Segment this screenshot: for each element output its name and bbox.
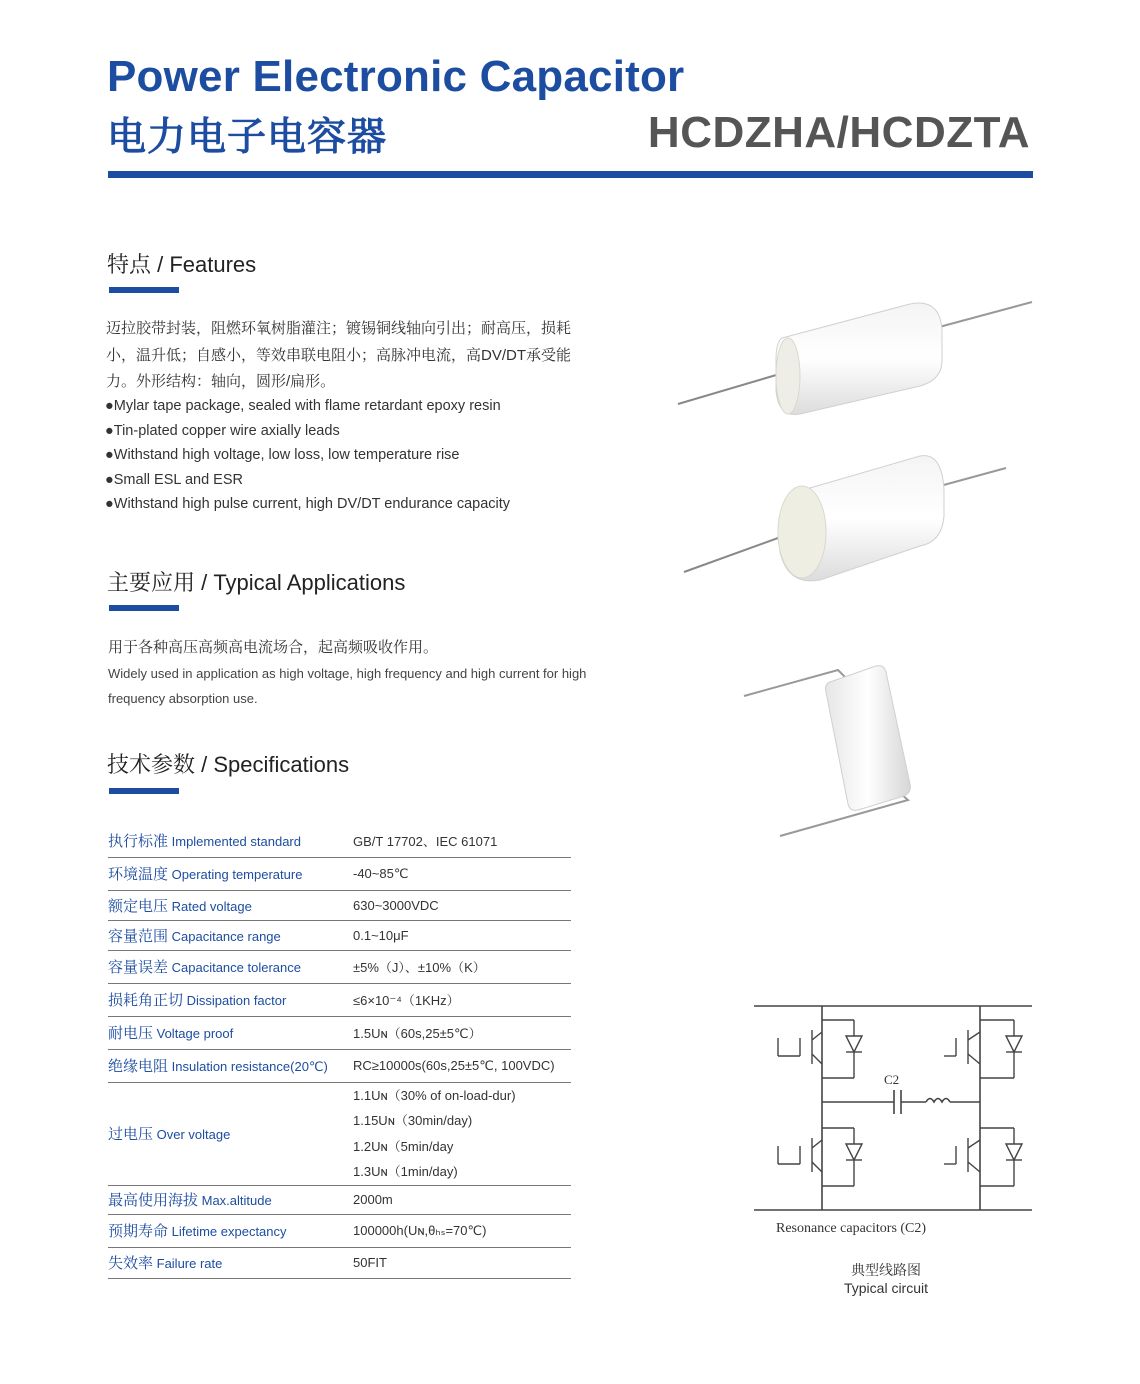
spec-value: 2000m [353,1192,393,1207]
spec-row-temperature [108,857,571,890]
spec-row-capacitance [108,920,571,950]
title-chinese: 电力电子电容器 [107,116,388,159]
spec-value: 100000h(Uɴ,θₕₛ=70℃) [353,1222,487,1238]
applications-en-text: Widely used in application as high voltage, high frequency and high current for high frequency absorption use. [108,666,587,706]
spec-value: ±5%（J）、±10%（K） [353,960,486,975]
spec-value: GB/T 17702、IEC 61071 [353,834,498,850]
spec-label-en: Failure rate [153,1256,223,1271]
spec-label-cn: 容量误差 [108,959,169,976]
circuit-inner-caption: Resonance capacitors (C2) [776,1221,927,1236]
circuit-caption-cn: 典型线路图 [851,1262,921,1278]
spec-label-en: Voltage proof [153,1026,234,1041]
spec-value: -40~85℃ [353,865,409,881]
features-cn-text: 迈拉胶带封装，阻燃环氧树脂灌注；镀锡铜线轴向引出；耐高压，损耗小，温升低；自感小，等效串联电阻小；高脉冲电流，高DV/DT承受能力。外形结构：轴向，圆形/扁形。 [106,320,572,390]
spec-row-over-voltage [108,1082,571,1185]
feature-bullet: ●Mylar tape package, sealed with flame retardant epoxy resin [105,398,501,414]
feature-bullet: ●Withstand high voltage, low loss, low temperature rise [105,447,460,463]
spec-value: 50FIT [353,1255,387,1270]
spec-row-dissipation [108,983,571,1016]
spec-label-en: Lifetime expectancy [168,1224,287,1239]
feature-bullet: ●Withstand high pulse current, high DV/DT endurance capacity [105,496,511,512]
spec-label-cn: 额定电压 [108,897,169,915]
igbt-lower-left [778,1128,862,1186]
spec-label-cn: 最高使用海拔 [108,1192,199,1209]
spec-label-en: Over voltage [153,1127,231,1142]
spec-label-en: Rated voltage [168,898,252,914]
spec-row-insulation [108,1049,571,1082]
specifications-table [108,825,571,1279]
header-rule [108,171,1033,178]
capacitor-radial-image [744,666,910,836]
spec-label-cn: 失效率 [108,1255,154,1272]
spec-value: 1.2Uɴ（5min/day [353,1138,454,1154]
spec-row-standard [108,825,571,857]
feature-bullet: ●Small ESL and ESR [105,471,243,488]
spec-label-cn: 绝缘电阻 [108,1058,169,1075]
spec-value: 1.15Uɴ（30min/day) [353,1113,473,1128]
spec-value: 1.5Uɴ（60s,25±5℃） [353,1026,482,1041]
spec-label-cn: 环境温度 [108,866,169,883]
spec-row-voltage [108,890,571,920]
typical-circuit-diagram [748,998,1038,1250]
specifications-heading-bar [109,788,179,794]
capacitor-round-image [684,456,1006,581]
igbt-lower-right [944,1128,1022,1186]
spec-row-lifetime [108,1214,571,1247]
applications-heading: 主要应用 / Typical Applications [107,570,406,595]
spec-row-tolerance [108,950,571,983]
spec-label-en: Implemented standard [168,834,301,850]
spec-label-cn: 耐电压 [108,1025,154,1042]
circuit-caption-en: Typical circuit [843,1280,929,1296]
spec-label-en: Operating temperature [168,867,303,882]
feature-bullet: ●Tin-plated copper wire axially leads [105,422,340,439]
spec-value: ≤6×10⁻⁴（1KHz） [353,993,460,1008]
applications-heading-bar [109,605,179,611]
title-english: Power Electronic Capacitor [107,52,685,101]
specifications-heading: 技术参数 / Specifications [107,752,350,777]
spec-row-voltage-proof [108,1016,571,1049]
spec-value: 630~3000VDC [353,897,439,913]
features-heading-bar [109,287,179,293]
model-number: HCDZHA/HCDZTA [647,108,1030,157]
spec-row-failure-rate [108,1247,571,1278]
product-images [670,290,1040,870]
capacitor-flat-image [678,302,1032,415]
spec-value: 1.3Uɴ（1min/day) [353,1164,458,1179]
spec-value: RC≥10000s(60s,25±5℃, 100VDC) [353,1057,555,1073]
features-heading: 特点 / Features [107,252,257,277]
applications-cn-text: 用于各种高压高频高电流场合，起高频吸收作用。 [108,639,439,656]
spec-label-en: Dissipation factor [183,993,287,1008]
spec-value: 1.1Uɴ（30% of on-load-dur) [353,1087,516,1103]
spec-row-altitude [108,1185,571,1214]
circuit-c2-label: C2 [884,1072,900,1087]
spec-label-en: Capacitance tolerance [168,960,301,975]
spec-label-cn: 容量范围 [108,927,169,945]
features-bullet-list [105,394,585,517]
igbt-upper-left [778,1020,862,1078]
spec-label-en: Capacitance range [168,928,281,944]
spec-label-en: Insulation resistance(20℃) [168,1059,328,1074]
igbt-upper-right [944,1020,1022,1078]
spec-label-cn: 执行标准 [108,833,169,851]
spec-value: 0.1~10μF [353,927,409,943]
spec-label-cn: 预期寿命 [108,1223,169,1240]
spec-label-cn: 过电压 [108,1126,154,1143]
spec-label-cn: 损耗角正切 [108,992,184,1009]
spec-label-en: Max.altitude [198,1193,272,1208]
